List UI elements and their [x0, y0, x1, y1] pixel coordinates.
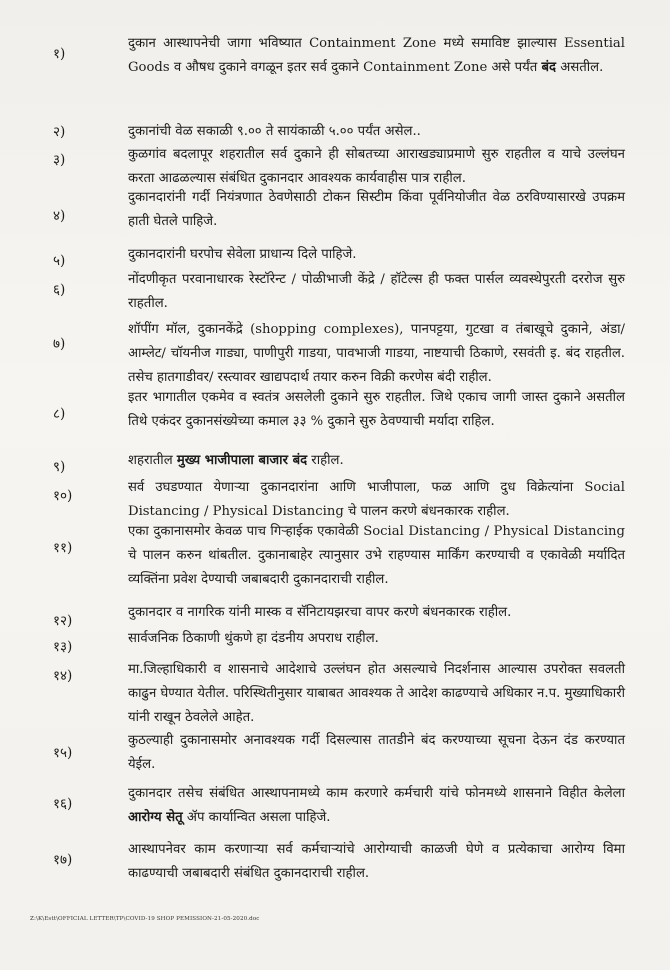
item-number: १) [53, 46, 66, 62]
item-text [128, 520, 625, 592]
item-number: १०) [53, 488, 73, 504]
bold-text: मुख्य भाजीपाला बाजार बंद [176, 453, 308, 468]
item-text [128, 386, 625, 434]
item-number: १४) [53, 668, 73, 684]
item-text [128, 268, 625, 316]
item-number: ७) [53, 336, 66, 352]
item-text [128, 601, 625, 625]
item-number: १७) [53, 852, 73, 868]
text-segment: मा.जिल्हाधिकारी व शासनाचे आदेशाचे उल्लंघन होत असल्याचे निदर्शनास आल्यास उपरोक्त सवलती काढुन घेण्यात येतील. परिस्थितीनुसार याबाबत आवश्यक ते आदेश काढण्याचे अधिकार न.प. मुख्याधिकारी यांनी राखून ठेवलेले आहेत. [128, 662, 625, 725]
text-segment: इतर भागातील एकमेव व स्वतंत्र असलेली दुकाने सुरु राहतील. जिथे एकाच जागी जास्त दुकाने असतील तिथे एकंदर दुकानसंख्येच्या कमाल ३३ % दुकाने सुरु ठेवण्याची मर्यादा राहिल. [128, 390, 625, 429]
item-text [128, 120, 625, 144]
item-number: ४) [53, 208, 66, 224]
item-text [128, 449, 625, 473]
text-segment: कुठल्याही दुकानासमोर अनावश्यक गर्दी दिसल्यास तातडीने बंद करण्याच्या सूचना देऊन दंड करण्यात येईल. [128, 733, 625, 772]
text-segment: नोंदणीकृत परवानाधारक रेस्टॉरेन्ट / पोळीभाजी केंद्रे / हॉटेल्स ही फक्त पार्सल व्यवस्थेपुरती दररोज सुरु राहतील. [128, 272, 625, 311]
item-text [128, 243, 625, 267]
text-segment: आस्थापनेवर काम करणाऱ्या सर्व कर्मचाऱ्यांचे आरोग्याची काळजी घेणे व प्रत्येकाचा आरोग्य विमा काढण्याची जबाबदारी संबंधित दुकानदाराची राहील. [128, 842, 625, 881]
item-number: १२) [53, 613, 73, 629]
item-number: ३) [53, 152, 66, 168]
text-segment: सर्व उघडण्यात येणाऱ्या दुकानदारांना आणि भाजीपाला, फळ आणि दुध विक्रेत्यांना Social Distancing / Physical Distancing चे पालन करणे बंधनकारक राहील. [128, 480, 625, 519]
file-path-footer: Z:\K\Estt\OFFICIAL LETTER\TP\COVID-19 SHOP PEMISSION-21-05-2020.doc [30, 916, 260, 922]
item-text [128, 186, 625, 234]
bleed-through-text [60, 0, 620, 26]
item-number: २) [53, 124, 66, 140]
text-segment: सार्वजनिक ठिकाणी थुंकणे हा दंडनीय अपराध राहील. [128, 631, 379, 646]
text-segment: दुकानदार व नागरिक यांनी मास्क व सॅनिटायझरचा वापर करणे बंधनकारक राहील. [128, 605, 512, 620]
text-segment: शहरातील [128, 453, 177, 468]
item-number: ८) [53, 406, 66, 422]
text-segment: दुकानदारांनी घरपोच सेवेला प्राधान्य दिले पाहिजे. [128, 247, 357, 262]
text-segment: दुकानदार तसेच संबंधित आस्थापनामध्ये काम करणारे कर्मचारी यांचे फोनमध्ये शासनाने विहीत केलेला [128, 786, 625, 801]
item-text [128, 838, 625, 886]
item-number: ६) [53, 282, 66, 298]
text-segment: दुकानांची वेळ सकाळी ९.०० ते सायंकाळी ५.०० पर्यंत असेल.. [128, 124, 421, 139]
item-text [128, 476, 625, 524]
text-segment: ॲप कार्यान्वित असला पाहिजे. [182, 810, 331, 825]
item-number: ९) [53, 459, 66, 475]
item-text [128, 729, 625, 777]
item-number: १३) [53, 639, 73, 655]
item-text [128, 32, 625, 80]
item-number: १६) [53, 796, 73, 812]
item-text [128, 143, 625, 191]
text-segment: एका दुकानासमोर केवळ पाच गिऱ्हाईक एकावेळी Social Distancing / Physical Distancing चे पालन करुन थांबतील. दुकानाबाहेर त्यानुसार उभे राहण्यास मार्किंग करण्याची व एकावेळी मर्यादित व्यक्तिंना प्रवेश देण्याची जबाबदारी दुकानदाराची राहील. [128, 524, 625, 587]
item-text [128, 627, 625, 651]
text-segment: दुकानदारांनी गर्दी नियंत्रणात ठेवणेसाठी टोकन सिस्टीम किंवा पूर्वनियोजीत वेळ ठरविण्यासारखे उपक्रम हाती घेतले पाहिजे. [128, 190, 625, 229]
text-segment: दुकान आस्थापनेची जागा भविष्यात Containment Zone मध्ये समाविष्ट झाल्यास Essential Goods व औषध दुकाने वगळून इतर सर्व दुकाने Containment Zone असे पर्यंत [128, 36, 625, 75]
bold-text: आरोग्य सेतू [128, 810, 183, 825]
item-number: १५) [53, 745, 73, 761]
item-text [128, 658, 625, 730]
item-text [128, 782, 625, 830]
bold-text: बंद [541, 60, 557, 75]
text-segment: शॉपींग मॉल, दुकानकेंद्रे (shopping complexes), पानपट्टया, गुटखा व तंबाखूचे दुकाने, अंडा/आम्लेट/ चॉयनीज गाड्या, पाणीपुरी गाडया, पावभाजी गाडया, नाष्टयाची ठिकाणे, रसवंती इ. बंद राहतील. तसेच हातगाडीवर/ रस्त्यावर खाद्यपदार्थ तयार करुन विक्री करणेस बंदी राहील. [128, 322, 625, 385]
item-text [128, 318, 625, 390]
text-segment: राहील. [307, 453, 344, 468]
item-number: ११) [53, 540, 73, 556]
item-number: ५) [53, 253, 66, 269]
text-segment: असतील. [556, 60, 604, 75]
text-segment: कुळगांव बदलापूर शहरातील सर्व दुकाने ही सोबतच्या आराखड्याप्रमाणे सुरु राहतील व याचे उल्लंघन करता आढळल्यास संबंधित दुकानदार आवश्यक कार्यवाहीस पात्र राहील. [128, 147, 625, 186]
